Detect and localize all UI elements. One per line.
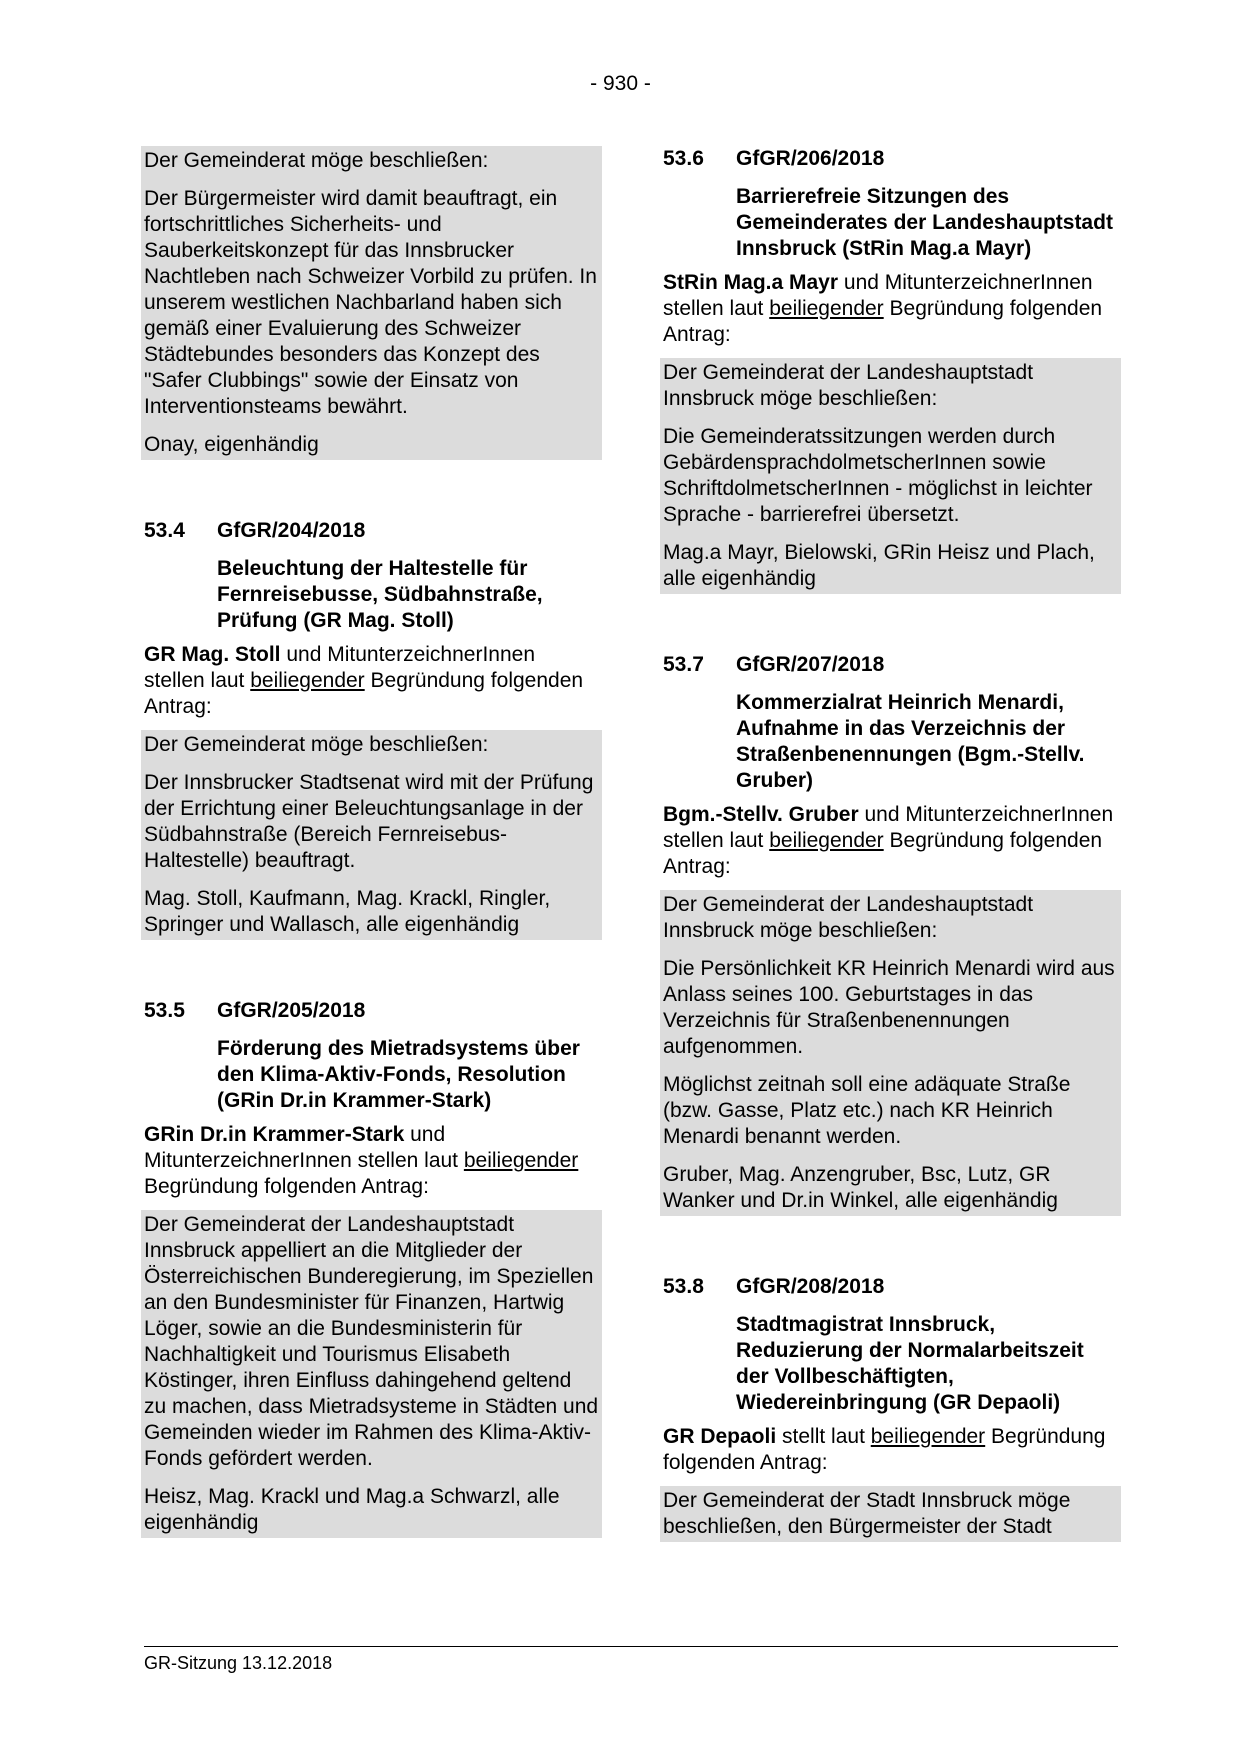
section-number: 53.4 [144,519,185,542]
section-code: GfGR/207/2018 [736,653,885,676]
motion-intro [144,642,599,720]
resolution-body: Die Persönlichkeit KR Heinrich Menardi wird aus Anlass seines 100. Geburtstages in das Verzeichnis für Straßenbenennungen aufgenommen. [663,957,1115,1058]
resolution-body: Möglichst zeitnah soll eine adäquate Straße (bzw. Gasse, Platz etc.) nach KR Heinrich Menardi benannt werden. [663,1073,1071,1148]
section-code: GfGR/205/2018 [217,999,366,1022]
intro-text: Begründung folgenden Antrag: [663,1425,1106,1474]
intro-text: und MitunterzeichnerInnen stellen laut [144,643,536,692]
intro-text: Begründung folgenden Antrag: [144,669,584,718]
motion-text-box [660,1486,1121,1542]
resolution-intro: Der Gemeinderat möge beschließen: [144,149,489,172]
attachment-link[interactable]: beiliegender [769,297,884,320]
mover: Bgm.-Stellv. Gruber [663,803,859,826]
section-number: 53.6 [663,147,704,170]
motion-intro [663,802,1118,880]
attachment-link[interactable]: beiliegender [769,829,884,852]
section-number: 53.5 [144,999,185,1022]
intro-text: und MitunterzeichnerInnen stellen laut [663,271,1093,320]
section-heading-53-6 [663,146,1118,172]
motion-text-box [141,730,602,940]
resolution-body: Der Innsbrucker Stadtsenat wird mit der Prüfung der Errichtung einer Beleuchtungsanlage in der Südbahnstraße (Bereich Fernreisebus-Haltestelle) beauftragt. [144,771,594,872]
intro-text: Begründung folgenden Antrag: [663,829,1103,878]
intro-text: Begründung folgenden Antrag: [144,1175,429,1198]
mover: GR Depaoli [663,1425,777,1448]
intro-text: und MitunterzeichnerInnen stellen laut [144,1123,459,1172]
section-code: GfGR/204/2018 [217,519,366,542]
section-heading-53-5 [144,998,599,1024]
resolution-body: Die Gemeinderatssitzungen werden durch GebärdensprachdolmetscherInnen sowie SchriftdolmetscherInnen - möglichst in leichter Sprache - barrierefrei übersetzt. [663,425,1093,526]
resolution-body: Der Gemeinderat der Landeshauptstadt Innsbruck appelliert an die Mitglieder der Österreichischen Bunderegierung, im Speziellen an den Bundesminister für Finanzen, Hartwig Löger, sowie an die Bundesministerin für Nachhaltigkeit und Tourismus Elisabeth Köstinger, ihren Einfluss dahingehend geltend zu machen, dass Mietradsysteme in Städten und Gemeinden wieder im Rahmen des Klima-Aktiv-Fonds gefördert werden. [144,1213,599,1470]
mover: StRin Mag.a Mayr [663,271,839,294]
section-code: GfGR/206/2018 [736,147,885,170]
intro-text: und MitunterzeichnerInnen stellen laut [663,803,1114,852]
signatories: Heisz, Mag. Krackl und Mag.a Schwarzl, alle eigenhändig [144,1485,560,1534]
motion-text-box [660,358,1121,594]
left-column [144,146,599,1538]
motion-text-box [660,890,1121,1216]
attachment-link[interactable]: beiliegender [250,669,365,692]
section-heading-53-8 [663,1274,1118,1300]
resolution-intro: Der Gemeinderat der Landeshauptstadt Innsbruck möge beschließen: [663,893,1034,942]
motion-text-box [141,1210,602,1538]
signatories: Gruber, Mag. Anzengruber, Bsc, Lutz, GR Wanker und Dr.in Winkel, alle eigenhändig [663,1163,1058,1212]
page-number: - 930 - [590,72,651,95]
footer-divider [144,1646,1118,1647]
section-subject: Barrierefreie Sitzungen des Gemeinderates der Landeshauptstadt Innsbruck (StRin Mag.a Mayr) [736,185,1113,260]
signatories: Onay, eigenhändig [144,433,319,456]
intro-text: stellt laut [782,1425,865,1448]
section-heading-53-7 [663,652,1118,678]
section-number: 53.8 [663,1275,704,1298]
section-code: GfGR/208/2018 [736,1275,885,1298]
signatories: Mag.a Mayr, Bielowski, GRin Heisz und Plach, alle eigenhändig [663,541,1095,590]
attachment-link[interactable]: beiliegender [870,1425,986,1448]
attachment-link[interactable]: beiliegender [463,1149,579,1172]
motion-intro [663,1424,1118,1476]
resolution-body: Der Bürgermeister wird damit beauftragt, ein fortschrittliches Sicherheits- und Sauberkeitskonzept für das Innsbrucker Nachtleben nach Schweizer Vorbild zu prüfen. In unserem westlichen Nachbarland haben sich gemäß einer Evaluierung des Schweizer Städtebundes besonders das Konzept des "Safer Clubbings" sowie der Einsatz von Interventionsteams bewährt. [144,187,597,418]
resolution-intro: Der Gemeinderat der Landeshauptstadt Innsbruck möge beschließen: [663,361,1034,410]
section-subject: Förderung des Mietradsystems über den Klima-Aktiv-Fonds, Resolution (GRin Dr.in Krammer-Stark) [217,1037,580,1112]
motion-intro [144,1122,599,1200]
mover: GR Mag. Stoll [144,643,281,666]
section-subject: Kommerzialrat Heinrich Menardi, Aufnahme in das Verzeichnis der Straßenbenennungen (Bgm.-Stellv. Gruber) [736,691,1085,792]
section-subject: Beleuchtung der Haltestelle für Fernreisebusse, Südbahnstraße, Prüfung (GR Mag. Stoll) [217,557,543,632]
section-number: 53.7 [663,653,704,676]
motion-intro [663,270,1118,348]
section-heading-53-4 [144,518,599,544]
resolution-body: Der Gemeinderat der Stadt Innsbruck möge beschließen, den Bürgermeister der Stadt [663,1489,1071,1538]
right-column [663,146,1118,1542]
resolution-intro: Der Gemeinderat möge beschließen: [144,733,489,756]
signatories: Mag. Stoll, Kaufmann, Mag. Krackl, Ringler, Springer und Wallasch, alle eigenhändig [144,887,551,936]
section-subject: Stadtmagistrat Innsbruck, Reduzierung der Normalarbeitszeit der Vollbeschäftigten, Wiedereinbringung (GR Depaoli) [736,1313,1084,1414]
mover: GRin Dr.in Krammer-Stark [144,1123,405,1146]
intro-text: Begründung folgenden Antrag: [663,297,1103,346]
motion-text-box [141,146,602,460]
footer-text: GR-Sitzung 13.12.2018 [144,1653,333,1673]
